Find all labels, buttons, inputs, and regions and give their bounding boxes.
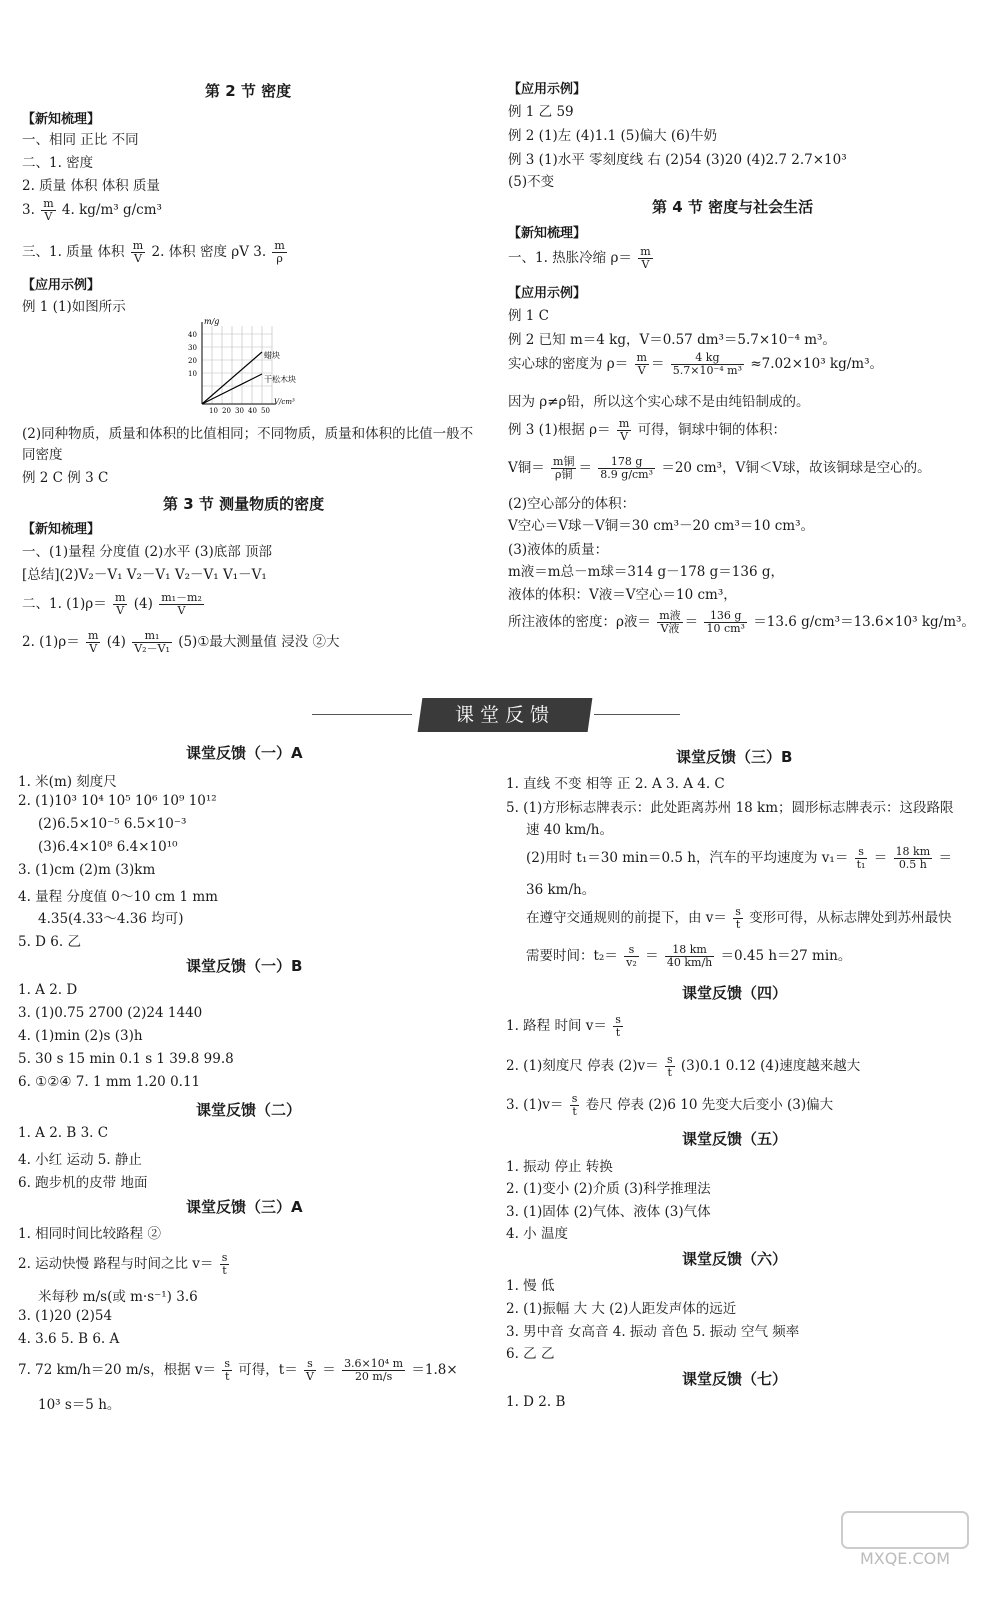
- fraction: $\frac{18 km}{0.5 h}$: [895, 845, 931, 871]
- text-line: 5. (1)方形标志牌表示：此处距离苏州 18 km；圆形标志牌表示：这段路限: [506, 800, 954, 816]
- fraction: $\frac{18 km}{40 km/h}$: [666, 943, 713, 969]
- heading: 【应用示例】: [22, 278, 101, 293]
- text-line: 在遵守交通规则的前提下，由 v＝ $\frac{s}{t}$ 变形可得，从标志牌处到苏州最快: [526, 905, 952, 931]
- fraction: $\frac{136 g}{\text{10 cm³}}$: [706, 609, 745, 635]
- mass-volume-graph: [180, 314, 340, 416]
- text-line: 6. 跑步机的皮带 地面: [18, 1175, 148, 1191]
- text-line: 所注液体的密度：ρ液＝ m液 V液 ＝ $\frac{136 g}{\text{10 cm³}}$ ＝13.6 g/cm³＝13.6×10³ kg/m³。: [508, 609, 975, 635]
- line-label: 干松木块: [264, 375, 296, 384]
- text-line: 实心球的密度为 ρ＝ $\frac{m}{V}$ ＝ $\frac{4 kg}{\text{5.7×10⁻⁴ m³}}$ ≈7.02×10³ kg/m³。: [508, 351, 883, 377]
- section-title: 课堂反馈（五）: [682, 1130, 788, 1148]
- fraction: $\frac{s}{t}$: [666, 1053, 673, 1079]
- watermark-logo: [840, 1510, 970, 1570]
- text-line: 3. (1)v＝ $\frac{s}{t}$ 卷尺 停表 (2)6 10 先变大后变小 (3)偏大: [506, 1092, 834, 1118]
- text-line: 1. A 2. D: [18, 982, 78, 998]
- text-line: 1. 直线 不变 相等 正 2. A 3. A 4. C: [506, 776, 725, 792]
- y-axis-label: m/g: [204, 317, 220, 326]
- text-line: 例 2 (1)左 (4)1.1 (5)偏大 (6)牛奶: [508, 128, 718, 144]
- text-line: (3)6.4×10⁸ 6.4×10¹⁰: [38, 839, 178, 855]
- text-line: 需要时间：t₂＝ $\frac{s}{\text{v₂}}$ ＝ $\frac{18 km}{40 km/h}$ ＝0.45 h＝27 min。: [526, 943, 852, 969]
- text-line: 7. 72 km/h＝20 m/s，根据 v＝ $\frac{s}{t}$ 可得，t＝ $\frac{s}{V}$ ＝ $\frac{\text{3.6×10⁴ m}}{20 m/s}$ ＝1.8×: [18, 1357, 458, 1383]
- fraction: $\frac{s}{t}$: [571, 1092, 578, 1118]
- text-line: 2. (1)刻度尺 停表 (2)v＝ $\frac{s}{t}$ (3)0.1 0.12 (4)速度越来越大: [506, 1053, 861, 1079]
- heading: 【新知梳理】: [508, 226, 587, 241]
- text-line: 同密度: [22, 447, 63, 463]
- x-axis-label: V/cm³: [274, 398, 295, 406]
- text-line: 一、(1)量程 分度值 (2)水平 (3)底部 顶部: [22, 544, 273, 560]
- section-title: 课堂反馈（六）: [682, 1250, 788, 1268]
- text-line: 2. (1)ρ＝ $\frac{m}{V}$ (4) $\frac{\text{m₁}}{\text{V₂－V₁}}$ (5)①最大测量值 浸没 ②大: [22, 629, 340, 655]
- text-line: 3. (1)20 (2)54: [18, 1308, 113, 1324]
- graph-grid: [202, 326, 272, 404]
- text-line: 2. (1)变小 (2)介质 (3)科学推理法: [506, 1181, 711, 1197]
- text-line: 2. 运动快慢 路程与时间之比 v＝ $\frac{s}{t}$: [18, 1251, 228, 1277]
- text-line: 一、相同 正比 不同: [22, 132, 139, 148]
- text-line: (2)6.5×10⁻⁵ 6.5×10⁻³: [38, 816, 187, 832]
- fraction: $\frac{m}{\rho}$: [274, 239, 285, 265]
- fraction: $\frac{m}{V}$: [132, 239, 144, 265]
- section-title: 课堂反馈（一）B: [186, 957, 303, 975]
- text-line: 4. (1)min (2)s (3)h: [18, 1028, 143, 1044]
- text-line: 三、1. 质量 体积 $\frac{m}{V}$ 2. 体积 密度 ρV 3. $\frac{m}{\rho}$: [22, 239, 285, 265]
- text-line: 例 3 (1)根据 ρ＝ $\frac{m}{V}$ 可得，铜球中铜的体积：: [508, 417, 787, 443]
- text-line: 例 1 乙 59: [508, 104, 574, 120]
- text-line: 例 1 C: [508, 308, 550, 324]
- banner-rule-left: [312, 714, 412, 715]
- x-tick: 50: [261, 407, 270, 415]
- text-line: 例 2 C 例 3 C: [22, 470, 109, 486]
- section-title: 第 4 节 密度与社会生活: [652, 198, 814, 216]
- section-title: 课堂反馈（二）: [196, 1101, 302, 1119]
- text-line: 4. 小 温度: [506, 1226, 568, 1242]
- fraction: $\frac{m}{V}$: [618, 417, 630, 443]
- fraction: $\frac{s}{\text{t₁}}$: [856, 845, 866, 871]
- fraction: $\frac{m}{V}$: [115, 591, 126, 617]
- text-line: 二、1. (1)ρ＝ $\frac{m}{V}$ (4) $\frac{\text{m₁－m₂}}{V}$: [22, 591, 202, 617]
- section-title: 课堂反馈（三）A: [186, 1198, 303, 1216]
- fraction: $\frac{4 kg}{\text{5.7×10⁻⁴ m³}}$: [672, 351, 743, 377]
- fraction: $\frac{s}{t}$: [221, 1251, 228, 1277]
- heading: 【新知梳理】: [22, 112, 101, 127]
- banner-rule-right: [594, 714, 680, 715]
- fraction: $\frac{\text{m₁－m₂}}{V}$: [161, 591, 202, 617]
- text-line: 速 40 km/h。: [526, 822, 613, 838]
- text-line: 1. A 2. B 3. C: [18, 1125, 109, 1141]
- fraction: $\frac{m}{V}$: [43, 197, 54, 223]
- fraction: $\frac{m}{V}$: [636, 351, 647, 377]
- fraction: m铜 ρ铜: [553, 455, 575, 481]
- text-line: 1. 相同时间比较路程 ②: [18, 1226, 161, 1242]
- text-line: 例 2 已知 m＝4 kg，V＝0.57 dm³＝5.7×10⁻⁴ m³。: [508, 332, 836, 348]
- text-line: 例 1 (1)如图所示: [22, 299, 126, 315]
- text-line: 3. 男中音 女高音 4. 振动 音色 5. 振动 空气 频率: [506, 1324, 800, 1340]
- section-title: 第 2 节 密度: [205, 82, 292, 100]
- text-line: 二、1. 密度: [22, 155, 94, 171]
- text-line: 36 km/h。: [526, 882, 596, 898]
- y-tick: 10: [188, 370, 197, 378]
- x-tick: 20: [222, 407, 231, 415]
- fraction: $\frac{s}{t}$: [735, 905, 741, 931]
- x-tick: 40: [248, 407, 257, 415]
- fraction: $\frac{m}{V}$: [88, 629, 99, 655]
- y-tick: 30: [188, 344, 197, 352]
- text-line: (2)同种物质，质量和体积的比值相同；不同物质，质量和体积的比值一般不: [22, 426, 474, 442]
- text-line: 2. 质量 体积 体积 质量: [22, 178, 161, 194]
- text-line: 3. (1)固体 (2)气体、液体 (3)气体: [506, 1204, 711, 1220]
- text-line: 6. 乙 乙: [506, 1346, 555, 1362]
- text-line: 3. (1)cm (2)m (3)km: [18, 862, 156, 878]
- section-banner: 课堂反馈: [418, 698, 593, 732]
- fraction: $\frac{\text{m₁}}{\text{V₂－V₁}}$: [134, 629, 170, 655]
- text-line: 米每秒 m/s(或 m·s⁻¹) 3.6: [38, 1289, 198, 1305]
- svg-text:MXQE.COM: MXQE.COM: [859, 1549, 951, 1568]
- heading: 【应用示例】: [508, 82, 587, 97]
- text-line: 一、1. 热胀冷缩 ρ＝ $\frac{m}{V}$: [508, 245, 651, 271]
- watermark: [840, 1510, 980, 1574]
- fraction: $\frac{178 g}{\text{8.9 g/cm³}}$: [600, 455, 654, 481]
- fraction: $\frac{\text{3.6×10⁴ m}}{20 m/s}$: [344, 1357, 404, 1383]
- text-line: 4.35(4.33～4.36 均可): [38, 911, 184, 927]
- text-line: (2)用时 t₁＝30 min＝0.5 h，汽车的平均速度为 v₁＝ $\frac{s}{\text{t₁}}$ ＝ $\frac{18 km}{0.5 h}$ ＝: [526, 845, 952, 871]
- heading: 【新知梳理】: [22, 522, 101, 537]
- text-line: V空心＝V球－V铜＝30 cm³－20 cm³＝10 cm³。: [508, 518, 814, 534]
- fraction: $\frac{s}{t}$: [615, 1013, 621, 1039]
- text-line: 4. 小红 运动 5. 静止: [18, 1152, 142, 1168]
- x-tick: 30: [235, 407, 244, 415]
- section-title: 课堂反馈（七）: [682, 1370, 788, 1388]
- fraction: $\frac{s}{t}$: [224, 1357, 230, 1383]
- text-line: 4. 3.6 5. B 6. A: [18, 1331, 120, 1347]
- text-line: 3. $\frac{m}{V}$ 4. kg/m³ g/cm³: [22, 197, 162, 223]
- y-tick: 20: [188, 357, 197, 365]
- text-line: 1. 慢 低: [506, 1278, 555, 1294]
- text-line: m液＝m总－m球＝314 g－178 g＝136 g，: [508, 564, 785, 580]
- text-line: (5)不变: [508, 174, 555, 190]
- text-line: 例 3 (1)水平 零刻度线 右 (2)54 (3)20 (4)2.7 2.7×10³: [508, 152, 847, 168]
- text-line: 1. 振动 停止 转换: [506, 1159, 613, 1175]
- fraction: $\frac{m}{V}$: [640, 245, 651, 271]
- text-line: 6. ①②④ 7. 1 mm 1.20 0.11: [18, 1074, 201, 1090]
- section-title: 课堂反馈（一）A: [186, 744, 303, 762]
- text-line: 10³ s＝5 h。: [38, 1397, 121, 1413]
- text-line: 因为 ρ≠ρ铅，所以这个实心球不是由纯铅制成的。: [508, 394, 810, 410]
- heading: 【应用示例】: [508, 286, 587, 301]
- text-line: 1. 路程 时间 v＝ $\frac{s}{t}$: [506, 1013, 621, 1039]
- y-tick: 40: [188, 331, 197, 339]
- fraction: m液 V液: [659, 609, 681, 635]
- fraction: $\frac{s}{V}$: [306, 1357, 314, 1383]
- x-tick: 10: [209, 407, 218, 415]
- text-line: 5. 30 s 15 min 0.1 s 1 39.8 99.8: [18, 1051, 234, 1067]
- text-line: 1. 米(m) 刻度尺: [18, 774, 117, 790]
- text-line: V铜＝ m铜 ρ铜 ＝ $\frac{178 g}{\text{8.9 g/cm³}}$ ＝20 cm³，V铜＜V球，故该铜球是空心的。: [508, 455, 931, 481]
- line-label: 蜡块: [264, 351, 280, 360]
- text-line: 1. D 2. B: [506, 1394, 566, 1410]
- text-line: [总结](2)V₂－V₁ V₂－V₁ V₂－V₁ V₁－V₁: [22, 567, 267, 583]
- text-line: 3. (1)0.75 2700 (2)24 1440: [18, 1005, 203, 1021]
- text-line: (3)液体的质量：: [508, 542, 609, 558]
- fraction: $\frac{s}{\text{v₂}}$: [626, 943, 637, 969]
- text-line: 液体的体积：V液＝V空心＝10 cm³，: [508, 587, 737, 603]
- text-line: 5. D 6. 乙: [18, 934, 81, 950]
- text-line: 2. (1)10³ 10⁴ 10⁵ 10⁶ 10⁹ 10¹²: [18, 793, 217, 809]
- text-line: 4. 量程 分度值 0～10 cm 1 mm: [18, 889, 218, 905]
- section-title: 第 3 节 测量物质的密度: [163, 495, 325, 513]
- text-line: 2. (1)振幅 大 大 (2)人距发声体的远近: [506, 1301, 737, 1317]
- section-title: 课堂反馈（三）B: [676, 748, 793, 766]
- section-title: 课堂反馈（四）: [682, 984, 788, 1002]
- text-line: (2)空心部分的体积：: [508, 496, 636, 512]
